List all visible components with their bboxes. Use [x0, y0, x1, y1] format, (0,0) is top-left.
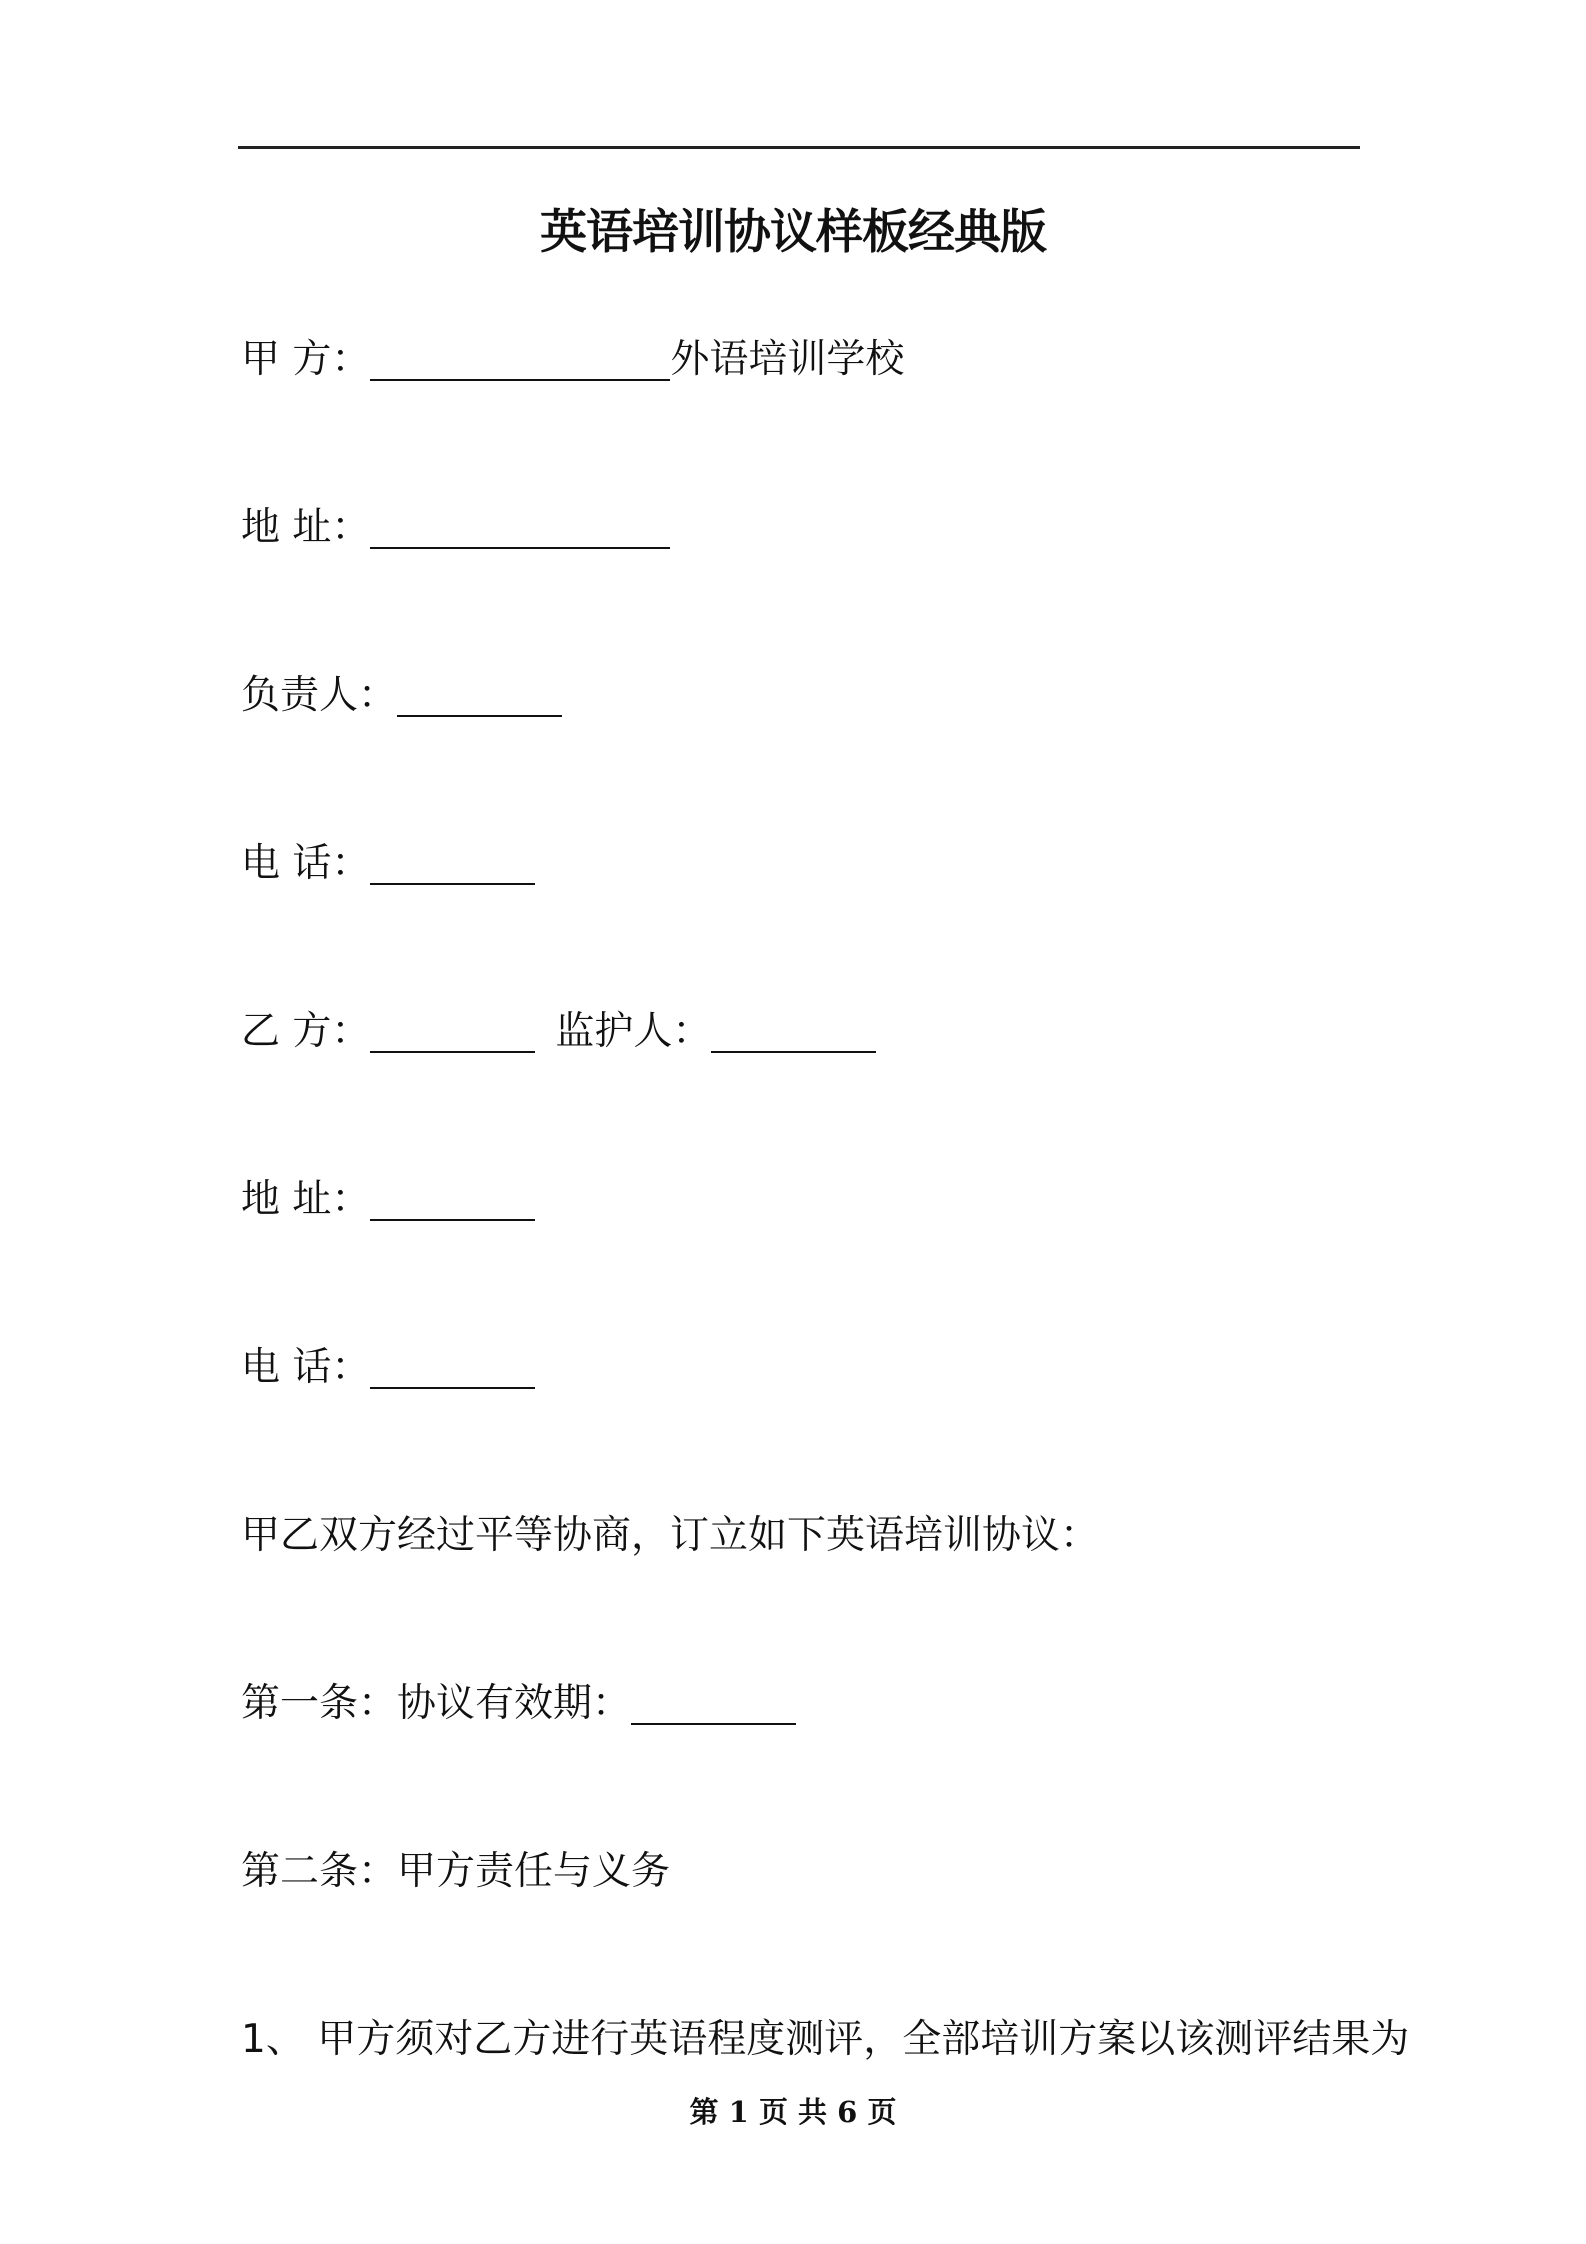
article-1-label: 第一条：协议有效期：	[241, 1681, 632, 1726]
party-a-name-suffix: 外语培训学校	[670, 337, 905, 382]
intro-paragraph	[241, 1511, 1099, 1561]
party-a-phone-line	[241, 839, 535, 889]
party-a-phone-label: 电 话：	[241, 841, 371, 886]
party-a-address-blank	[370, 505, 670, 549]
footer-prefix: 第	[689, 2095, 719, 2129]
party-a-blank	[370, 337, 670, 381]
party-b-address-label: 地 址：	[241, 1177, 371, 1222]
party-a-responsible-label: 负责人：	[241, 673, 398, 718]
clause-1-text: 1、 甲方须对乙方进行英语程度测评，全部培训方案以该测评结果为	[241, 2017, 1410, 2062]
footer-total-pages: 6	[837, 2095, 858, 2129]
footer-current-page: 1	[728, 2095, 749, 2129]
footer-suffix: 页	[867, 2095, 897, 2129]
page-footer	[0, 2092, 1586, 2132]
article-2-heading	[241, 1847, 670, 1897]
party-a-phone-blank	[370, 841, 535, 885]
party-b-blank	[370, 1009, 535, 1053]
party-b-phone-line	[241, 1343, 535, 1393]
party-b-phone-label: 电 话：	[241, 1345, 371, 1390]
party-b-address-blank	[370, 1177, 535, 1221]
intro-text: 甲乙双方经过平等协商，订立如下英语培训协议：	[241, 1513, 1100, 1558]
guardian-label: 监护人：	[555, 1009, 712, 1054]
article-1-blank	[631, 1681, 796, 1725]
party-b-address-line	[241, 1175, 535, 1225]
party-a-address-label: 地 址：	[241, 505, 371, 550]
header-rule	[238, 146, 1360, 149]
clause-1	[241, 2015, 1409, 2065]
footer-mid: 页 共	[758, 2095, 828, 2129]
party-b-label: 乙 方：	[241, 1009, 371, 1054]
document-title: 英语培训协议样板经典版	[540, 205, 1046, 260]
party-a-responsible-blank	[397, 673, 562, 717]
party-a-address-line	[241, 503, 670, 553]
party-b-phone-blank	[370, 1345, 535, 1389]
party-a-label: 甲 方：	[241, 337, 371, 382]
party-a-responsible-line	[241, 671, 562, 721]
party-b-line	[241, 1007, 876, 1057]
party-a-line	[241, 335, 904, 385]
guardian-blank	[711, 1009, 876, 1053]
article-1-line	[241, 1679, 796, 1729]
article-2-label: 第二条：甲方责任与义务	[241, 1849, 671, 1894]
